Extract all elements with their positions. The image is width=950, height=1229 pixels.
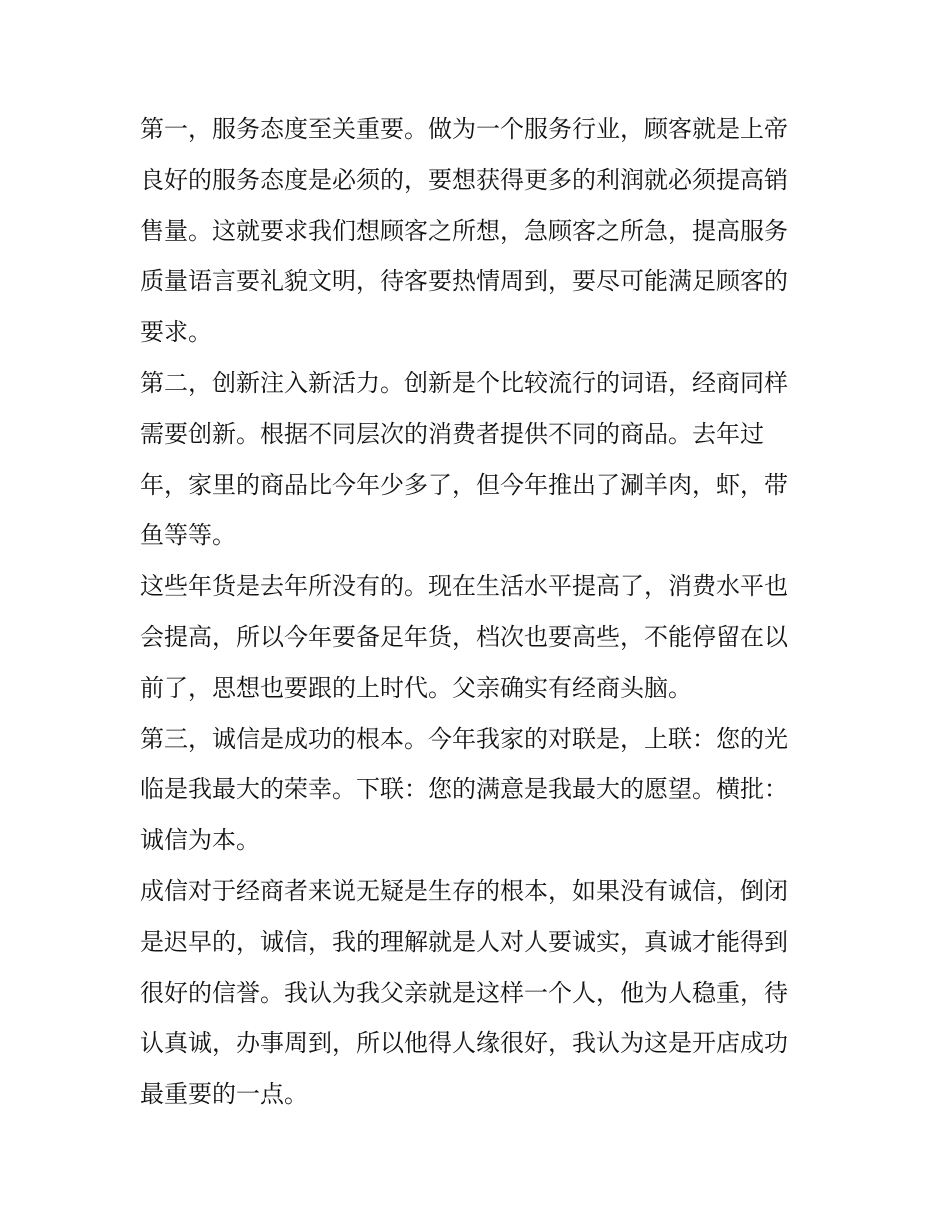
- document-body: [140, 104, 815, 1120]
- text-line: 临是我最大的荣幸。下联：您的满意是我最大的愿望。横批：: [140, 775, 788, 804]
- paragraph-4: [140, 714, 815, 866]
- paragraph-2: [140, 358, 815, 561]
- text-line: 成信对于经商者来说无疑是生存的根本，如果没有诚信，倒闭: [140, 876, 788, 905]
- text-line: 最重要的一点。: [140, 1080, 308, 1109]
- text-line: 前了，思想也要跟的上时代。父亲确实有经商头脑。: [140, 673, 692, 702]
- paragraph-5: [140, 866, 815, 1120]
- text-line: 很好的信誉。我认为我父亲就是这样一个人，他为人稳重，待: [140, 978, 788, 1007]
- paragraph-3: [140, 561, 815, 713]
- text-line: 第三，诚信是成功的根本。今年我家的对联是，上联：您的光: [140, 724, 788, 753]
- text-line: 年，家里的商品比今年少多了，但今年推出了涮羊肉，虾，带: [140, 470, 788, 499]
- text-line: 诚信为本。: [140, 826, 260, 855]
- text-line: 是迟早的，诚信，我的理解就是人对人要诚实，真诚才能得到: [140, 927, 788, 956]
- text-line: 第二，创新注入新活力。创新是个比较流行的词语，经商同样: [140, 368, 788, 397]
- text-line: 第一，服务态度至关重要。做为一个服务行业，顾客就是上帝: [140, 115, 788, 143]
- text-line: 良好的服务态度是必须的，要想获得更多的利润就必须提高销: [140, 165, 788, 194]
- text-line: 质量语言要礼貌文明，待客要热情周到，要尽可能满足顾客的: [140, 267, 788, 296]
- text-line: 认真诚，办事周到，所以他得人缘很好，我认为这是开店成功: [140, 1029, 788, 1058]
- text-line: 售量。这就要求我们想顾客之所想，急顾客之所急，提高服务: [140, 216, 788, 245]
- paragraph-1: [140, 104, 815, 358]
- text-line: 需要创新。根据不同层次的消费者提供不同的商品。去年过: [140, 419, 764, 448]
- text-line: 这些年货是去年所没有的。现在生活水平提高了，消费水平也: [140, 572, 788, 601]
- text-line: 要求。: [140, 318, 212, 347]
- text-line: 鱼等等。: [140, 521, 236, 550]
- text-line: 会提高，所以今年要备足年货，档次也要高些，不能停留在以: [140, 622, 788, 651]
